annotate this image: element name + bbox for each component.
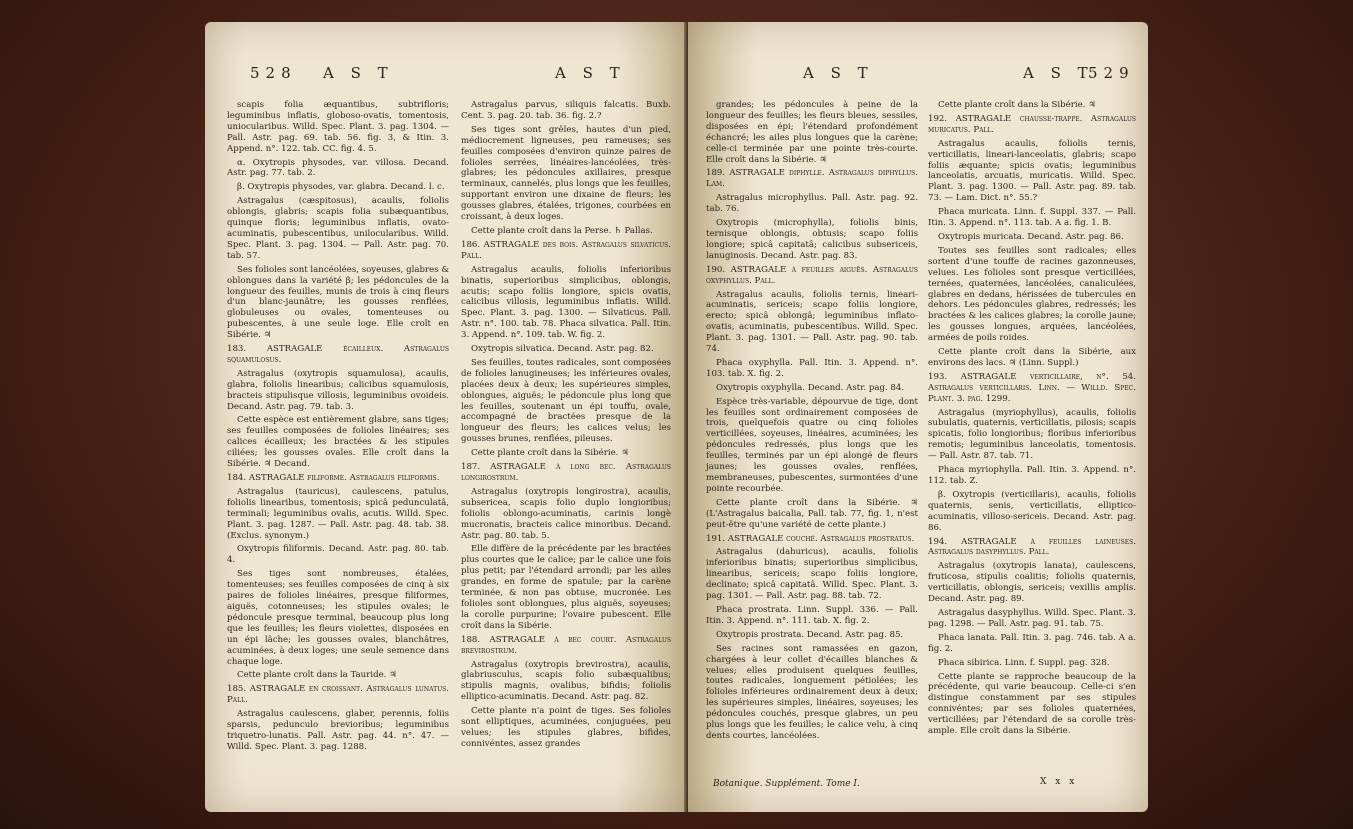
paragraph: Ses feuilles, toutes radicales, sont composées de folioles lanugineuses; les inférieures ovales, placées deux à deux; les supérieures simples, oblongues, aiguës; le pédoncule plus long que les feuilles, soutenant un épi touffu, ovale, accompagné de bractées presque de la longueur des fleurs; les calices velus; les gousses brunes, renflées, pileuses. <box>461 357 671 445</box>
paragraph: 194. ASTRAGALE à feuilles laineuses. Astragalus dasyphyllus. Pall. <box>928 536 1136 558</box>
paragraph: 187. ASTRAGALE à long bec. Astragalus longirostrum. <box>461 462 671 483</box>
paragraph: Cette plante croît dans la Sibérie. ♃ <box>471 448 629 459</box>
paragraph: Ses folioles sont lancéolées, soyeuses, glabres & oblongues dans la variété β; les pédoncules de la longueur des feuilles, munis de trois à cinq fleurs d'un blanc-jaunâtre; les gousses renflées, globuleuses ou ovales, tomenteuses ou pubescentes, à une seule loge. Elle croît en Sibérie. ♃ <box>227 264 449 341</box>
paragraph: Phaca lanata. Pall. Itin. 3. pag. 746. tab. A a. fig. 2. <box>928 632 1136 654</box>
paragraph: Cette plante croît dans la Sibérie, aux environs des lacs. ♃ (Linn. Suppl.) <box>928 347 1136 368</box>
paragraph: Cette plante se rapproche beaucoup de la précédente, qui varie beaucoup. Celle-ci s'en distingue constamment par ses stipules connivéntes; par ses folioles quaternées, verticillées; par l'étendard de sa corolle très-ample. Elle croît dans la Sibérie. <box>928 671 1136 737</box>
paragraph: Astragalus parvus, siliquis falcatis. Buxb. Cent. 3. pag. 20. tab. 36. fig. 2.? <box>461 100 671 121</box>
page-number-left: 528 <box>250 64 297 82</box>
paragraph: Oxytropis filiformis. Decand. Astr. pag. 80. tab. 4. <box>227 544 449 566</box>
paragraph: Ses racines sont ramassées en gazon, chargées à leur collet d'écailles blanches & velues; elles produisent quelques feuilles, toutes radicales, longuement pétiolées; les folioles inférieures ordinairement deux à deux; les supérieures simples, linéaires, soyeuses; les pédoncules couchés, presque glabres, un peu plus longs que les feuilles; le calice velu, à cinq dents courtes, lancéolées. <box>706 643 918 741</box>
paragraph: Astragalus dasyphyllus. Willd. Spec. Plant. 3. pag. 1298. — Pall. Astr. pag. 91. tab. 75. <box>928 607 1136 629</box>
paragraph: 193. ASTRAGALE verticillaire, n°. 54. Astragalus verticillaris. Linn. — Willd. Spec. Plant. 3. pag. 1299. <box>928 371 1136 404</box>
paragraph: Oxytropis (microphylla), foliolis binis, ternisque oblongis, obtusis; scapo foliis longiore; spicâ capitatâ; calicibus subsericeis, lanuginosis. Decand. Astr. pag. 83. <box>706 218 918 261</box>
paragraph: 191. ASTRAGALE couché. Astragalus prostratus. <box>706 533 915 544</box>
running-head-right-a: A S T <box>803 64 874 82</box>
paragraph: Oxytropis prostrata. Decand. Astr. pag. 85. <box>716 629 904 640</box>
paragraph: Toutes ses feuilles sont radicales; elles sortent d'une touffe de racines gazonneuses, velues. Les folioles sont presque verticillées, ternées, quaternées, lancéolées, canaliculées, glabres en dedans, hérissées de tubercules en dehors. Les pédoncules glabres, redressés; les bractées & les calices glabres; la corolle jaune; les gousses longues, arquées, lancéolées, armées de poils roides. <box>928 245 1136 344</box>
paragraph: Astragalus (tauricus), caulescens, patulus, foliolis linearibus, tomentosis; spicâ pedunculatâ, terminali; leguminibus ovalis, acutis. Willd. Spec. Plant. 3. pag. 1287. — Pall. Astr. pag. 48. tab. 38. (Exclus. synonym.) <box>227 486 449 541</box>
paragraph: 184. ASTRAGALE filiforme. Astragalus filiformis. <box>227 473 440 483</box>
paragraph: Elle diffère de la précédente par les bractées plus courtes que le calice; par le calice une fois plus petit; par l'étendard arrondi; par les ailes grandes, en forme de spatule; par la carène terminée, & non pas obtuse, mucronée. Les folioles sont oblongues, plus aiguës, soyeuses; la corolle purpurine; l'ovaire pubescent. Elle croît dans la Sibérie. <box>461 544 671 631</box>
paragraph: Astragalus microphyllus. Pall. Astr. pag. 92. tab. 76. <box>706 193 918 215</box>
paragraph: Oxytropis silvatica. Decand. Astr. pag. 82. <box>471 344 654 355</box>
paragraph: 189. ASTRAGALE diphylle. Astragalus diphyllus. Lam. <box>706 168 918 190</box>
left-page-column-2 <box>461 100 671 753</box>
left-page-column-1 <box>227 100 449 756</box>
running-head-left-b: A S T <box>555 64 626 82</box>
paragraph: Ses tiges sont grêles, hautes d'un pied, médiocrement ligneuses, peu rameuses; ses feuilles composées d'environ quinze paires de folioles serrées, linéaires-lancéolées, très-glabres; les pédoncules axillaires, presque terminaux, cannelés, plus longs que les feuilles, supportant environ une dixaine de fleurs; les gousses glabres, étalées, trigones, courbées en croissant, à deux loges. <box>461 124 671 223</box>
paragraph: Phaca prostrata. Linn. Suppl. 336. — Pall. Itin. 3. Append. n°. 111. tab. X. fig. 2. <box>706 604 918 626</box>
paragraph: scapis folia æquantibus, subtrifloris; leguminibus inflatis, globoso-ovatis, tomentosis, uniocularibus. Willd. Spec. Plant. 3. pag. 1304. — Pall. Astr. pag. 69. tab. 56. fig. 3, & Itin. 3. Append. n°. 122. tab. CC. fig. 4. 5. <box>227 100 449 154</box>
paragraph: Cette plante croît dans la Tauride. ♃ <box>237 670 397 681</box>
paragraph: Phaca myriophylla. Pall. Itin. 3. Append. n°. 112. tab. Z. <box>928 465 1136 486</box>
paragraph: Cette plante n'a point de tiges. Ses folioles sont elliptiques, acuminées, conjuguées, peu velues; les stipules glabres, bifides, connivéntes, assez grandes <box>461 706 671 749</box>
paragraph: Cette plante croît dans la Sibérie. ♃ <box>938 100 1096 110</box>
paragraph: Oxytropis muricata. Decand. Astr. pag. 86. <box>938 231 1124 242</box>
page-number-right: 529 <box>1088 64 1135 82</box>
paragraph: Phaca muricata. Linn. f. Suppl. 337. — Pall. Itin. 3. Append. n°. 113. tab. A a. fig. 1. B. <box>928 207 1136 229</box>
paragraph: Astragalus (cæspitosus), acaulis, foliolis oblongis, glabris; scapis folia subæquantibus, quinque floris; leguminibus inflatis, ovato-acuminatis, pubescentibus, unilocularibus. Willd. Spec. Plant. 3. pag. 1304. — Pall. Astr. pag. 70. tab. 57. <box>227 196 449 261</box>
paragraph: Astragalus (oxytropis brevirostra), acaulis, glabriusculus, scapis folio subæqualibus; stipulis magnis, ovalibus, bifidis; foliolis elliptico-acuminatis. Decand. Astr. pag. 82. <box>461 659 671 703</box>
paragraph: 188. ASTRAGALE à bec court. Astragalus brevirostrum. <box>461 634 671 656</box>
paragraph: grandes; les pédoncules à peine de la longueur des feuilles; les fleurs bleues, sessiles, disposées en épi; l'étendard profondément échancré; les ailes plus longues que la carène; celle-ci terminée par une pointe très-courte. Elle croît dans la Sibérie. ♃ <box>706 100 918 165</box>
paragraph: Phaca oxyphylla. Pall. Itin. 3. Append. n°. 103. tab. X. fig. 2. <box>706 357 918 379</box>
footer-signature: X x x <box>1040 777 1078 787</box>
paragraph: Cette plante croît dans la Sibérie. ♃ (L'Astragalus baicalia, Pall. tab. 77, fig. 1, n'est peut-être qu'une variété de cette plante.) <box>706 497 918 530</box>
paragraph: Cette espèce est entièrement glabre, sans tiges; ses feuilles composées de folioles linéaires; ses calices écailleux; les bractées & les stipules ciliées; les gousses ovales. Elle croît dans la Sibérie. ♃ Decand. <box>227 415 449 470</box>
right-page-column-1 <box>706 100 918 745</box>
running-head-right-b: A S T <box>1023 64 1094 82</box>
running-head-left-a: A S T <box>323 64 394 82</box>
paragraph: Astragalus caulescens, glaber, perennis, foliis sparsis, pedunculo brevioribus; leguminibus triquetro-lunatis. Pall. Astr. pag. 44. n°. 47. — Willd. Spec. Plant. 3. pag. 1288. <box>227 709 449 752</box>
paragraph: Ses tiges sont nombreuses, étalées, tomenteuses; ses feuilles composées de cinq à six paires de folioles linéaires, presque filiformes, aiguës, cotonneuses; les stipules ovales; le pédoncule presque terminal, beaucoup plus long que les feuilles; les fleurs violettes, disposées en un épi lâche; les gousses ovales, blanchâtres, acuminées, à deux loges; une seule semence dans chaque loge. <box>227 569 449 667</box>
paragraph: 192. ASTRAGALE chausse-trappe. Astragalus muricatus. Pall. <box>928 113 1136 135</box>
paragraph: β. Oxytropis (verticillaris), acaulis, foliolis quaternis, senis, verticillatis, elliptico-acuminatis, villoso-sericeis. Decand. Astr. pag. 86. <box>928 489 1136 533</box>
paragraph: Oxytropis oxyphylla. Decand. Astr. pag. 84. <box>716 382 905 393</box>
paragraph: 183. ASTRAGALE écailleux. Astragalus squamulosus. <box>227 344 449 365</box>
paragraph: Espèce très-variable, dépourvue de tige, dont les feuilles sont ordinairement composées de trois, quelquefois quatre ou cinq folioles verticillées, soyeuses, linéaires, acuminées; les pédoncules redressés, plus longs que les feuilles, terminés par un épi alongé de fleurs jaunes; les gousses ovales, renflées, membraneuses, pubescentes, surmontées d'une pointe recourbée. <box>706 396 918 494</box>
paragraph: Astragalus acaulis, foliolis ternis, lineari-acuminatis, sericeis; scapo foliis longiore, erecto; spicâ oblongâ; leguminibus inflato-ovatis, acuminatis, pubescentibus. Willd. Spec. Plant. 3. pag. 1301. — Pall. Astr. pag. 90. tab. 74. <box>706 289 918 355</box>
paragraph: Cette plante croît dans la Perse. ♄ Pallas. <box>471 225 653 236</box>
paragraph: Astragalus (oxytropis longirostra), acaulis, subsericea, scapis folio duplo longioribus; foliolis oblongo-acuminatis, carinis longè mucronatis, bracteis calice minoribus. Decand. Astr. pag. 80. tab. 5. <box>461 486 671 541</box>
paragraph: β. Oxytropis physodes, var. glabra. Decand. l. c. <box>237 182 445 193</box>
right-page <box>688 22 1148 812</box>
left-page <box>205 22 688 812</box>
paragraph: Astragalus (oxytropis squamulosa), acaulis, glabra, foliolis linearibus; calicibus squamulosis, bracteis stipulisque villosis, leguminibus ovoideis. Decand. Astr. pag. 79. tab. 3. <box>227 368 449 412</box>
paragraph: Astragalus (oxytropis lanata), caulescens, fruticosa, stipulis coalitis; foliolis quaternis, verticillatis, oblongis, sericeis; vexillis amplis. Decand. Astr. pag. 89. <box>928 561 1136 605</box>
footer-volume: Botanique. Supplément. Tome I. <box>713 779 860 789</box>
paragraph: Phaca sibirica. Linn. f. Suppl. pag. 328. <box>938 657 1110 668</box>
paragraph: Astragalus acaulis, foliolis ternis, verticillatis, lineari-lanceolatis, glabris; scapo foliis æquante; spicis ovatis; leguminibus lanceolatis, arcuatis, muricatis. Willd. Spec. Plant. 3. pag. 1300. — Pall. Astr. pag. 89. tab. 73. — Lam. Dict. n°. 55.? <box>928 138 1136 204</box>
paragraph: 186. ASTRAGALE des bois. Astragalus silvaticus. Pall. <box>461 239 671 261</box>
paragraph: Astragalus (dahuricus), acaulis, foliolis inferioribus binatis; superioribus simplicibus, linearibus, sericeis; scapo foliis longiore, declinato; spicâ capitatâ. Willd. Spec. Plant. 3. pag. 1301. — Pall. Astr. pag. 88. tab. 72. <box>706 547 918 602</box>
paragraph: 190. ASTRAGALE à feuilles aiguës. Astragalus oxyphyllus. Pall. <box>706 264 918 286</box>
paragraph: α. Oxytropis physodes, var. villosa. Decand. Astr. pag. 77. tab. 2. <box>227 157 449 179</box>
paragraph: 185. ASTRAGALE en croissant. Astragalus lunatus. Pall. <box>227 684 449 706</box>
right-page-column-2 <box>928 100 1136 740</box>
paragraph: Astragalus acaulis, foliolis inferioribus binatis, superioribus simplicibus, oblongis, acutis; scapo foliis longiore, spicis ovatis, calicibus villosis, leguminibus inflatis. Willd. Spec. Plant. 3. pag. 1300. — Silvaticus. Pall. Astr. n°. 100. tab. 78. Phaca silvatica. Pall. Itin. 3. Append. n°. 109. tab. W. fig. 2. <box>461 264 671 341</box>
paragraph: Astragalus (myriophyllus), acaulis, foliolis subulatis, quaternis, verticillatis, pilosis; scapis spicatis, folio longioribus; floribus inferioribus remotis; leguminibus lanceolatis, tomentosis. — Pall. Astr. 87. tab. 71. <box>928 407 1136 462</box>
